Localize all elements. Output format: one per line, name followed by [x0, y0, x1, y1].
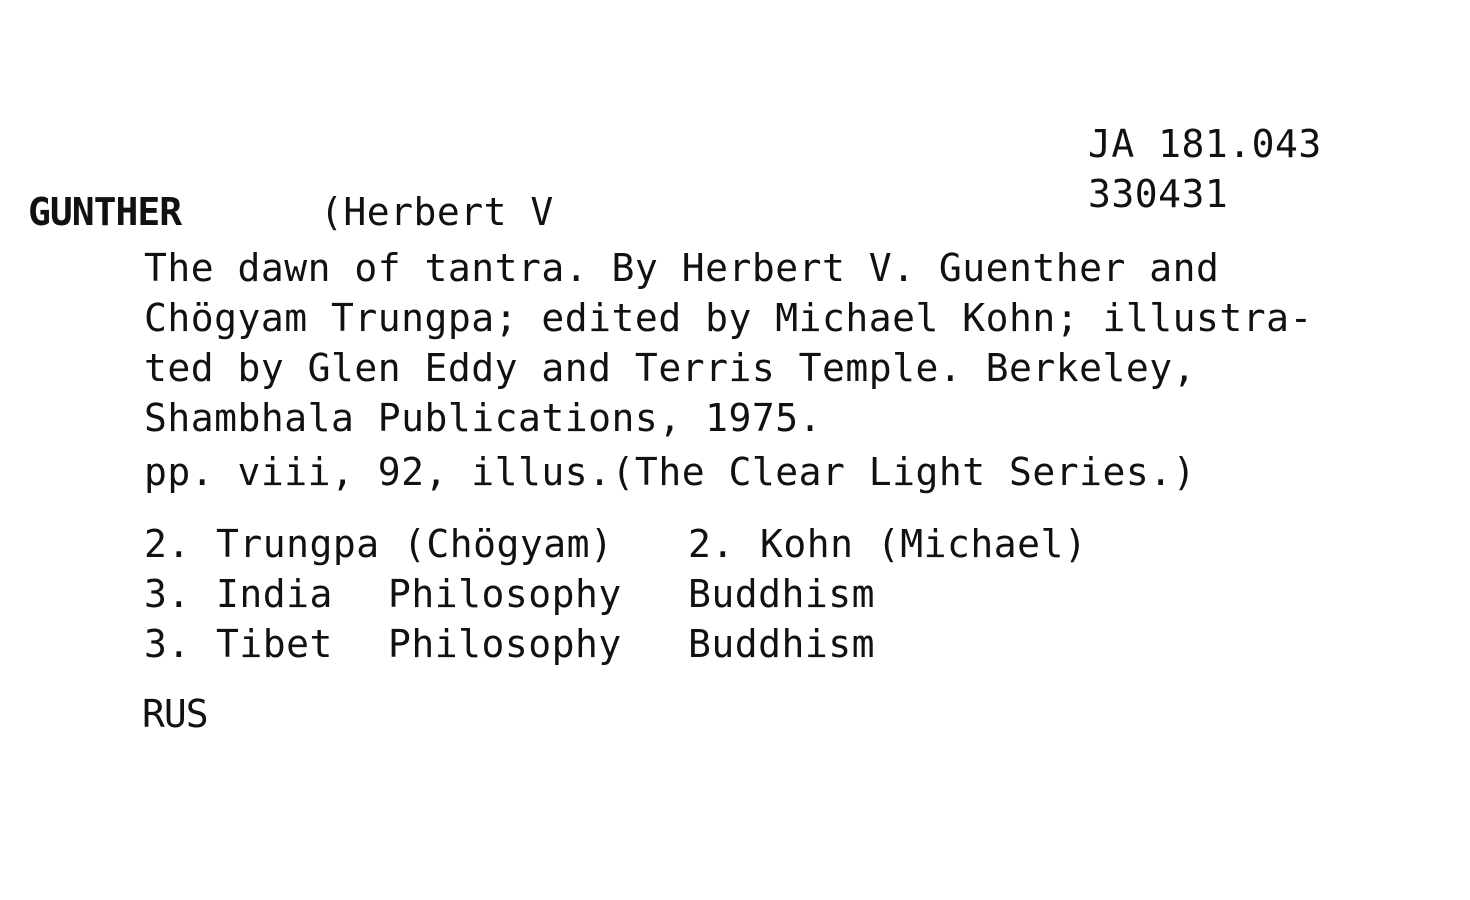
tracing-number: 3.: [144, 572, 191, 616]
location-code: RUS: [142, 692, 208, 736]
call-number-line-1: JA 181.043: [1088, 122, 1322, 166]
tracing-subject: Buddhism: [688, 572, 876, 616]
collation-line: pp. viii, 92, illus.(The Clear Light Series.): [144, 450, 1197, 494]
tracing-entry: Trungpa (Chögyam): [216, 522, 614, 566]
description-line: Chögyam Trungpa; edited by Michael Kohn; illustra-: [144, 296, 1313, 340]
tracing-subject: Buddhism: [688, 622, 876, 666]
tracing-number: 2.: [688, 522, 735, 566]
description-line: The dawn of tantra. By Herbert V. Guenther and: [144, 246, 1220, 290]
tracing-subject: Philosophy: [388, 572, 622, 616]
author-forename: (Herbert V: [320, 190, 554, 234]
call-number-line-2: 330431: [1088, 172, 1229, 216]
tracing-entry: Kohn (Michael): [760, 522, 1088, 566]
tracing-number: 3.: [144, 622, 191, 666]
tracing-subject: Tibet: [216, 622, 333, 666]
tracing-subject: India: [216, 572, 333, 616]
tracing-subject: Philosophy: [388, 622, 622, 666]
description-line: ted by Glen Eddy and Terris Temple. Berkeley,: [144, 346, 1197, 390]
description-line: Shambhala Publications, 1975.: [144, 396, 822, 440]
author-surname: GUNTHER: [28, 190, 182, 234]
tracing-number: 2.: [144, 522, 191, 566]
